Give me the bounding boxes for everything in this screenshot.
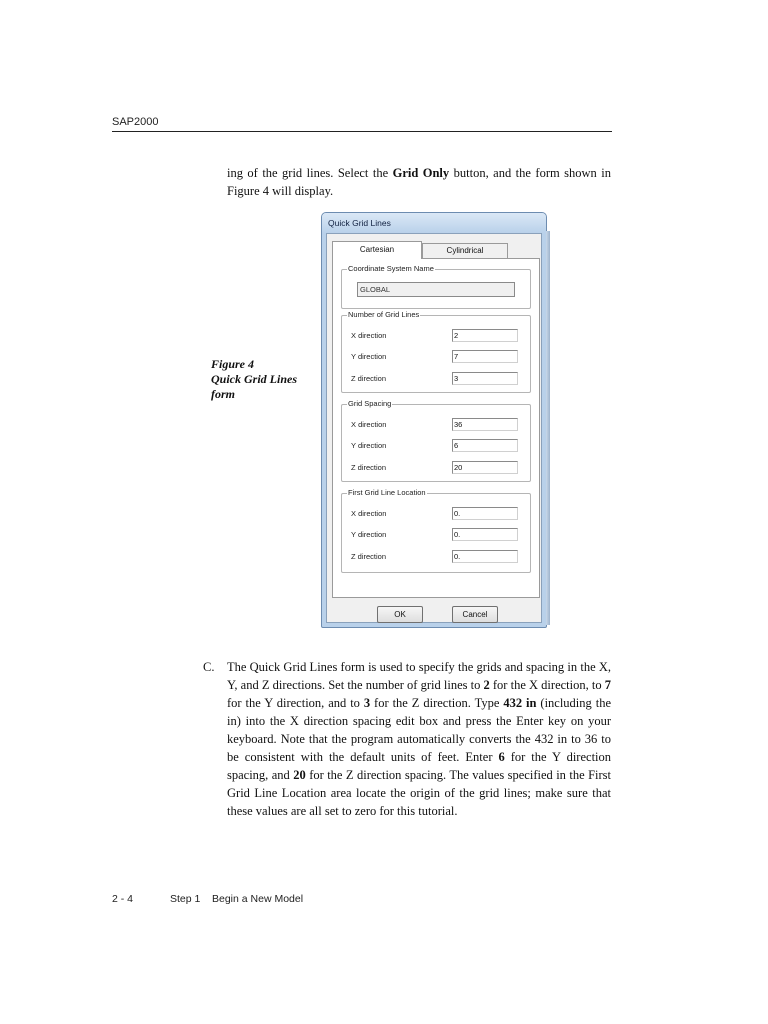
row-label: Z direction xyxy=(351,374,387,383)
step-bold: 6 xyxy=(498,750,505,764)
coord-system-input[interactable] xyxy=(357,282,515,297)
row-label: Y direction xyxy=(351,352,387,361)
row-label: Y direction xyxy=(351,530,387,539)
step-bold: 2 xyxy=(483,678,490,692)
row-label: Z direction xyxy=(351,463,387,472)
row-label: Z direction xyxy=(351,552,387,561)
group-legend: Number of Grid Lines xyxy=(348,310,420,319)
intro-text: ing of the grid lines. Select the xyxy=(227,166,393,180)
quick-grid-lines-dialog xyxy=(321,212,547,628)
caption-line: Quick Grid Lines xyxy=(211,372,298,386)
figure-caption xyxy=(211,357,311,402)
first-x-input[interactable] xyxy=(452,507,518,520)
footer-page-number: 2 - 4 xyxy=(112,893,134,905)
tab-cylindrical[interactable]: Cylindrical xyxy=(422,243,508,258)
group-legend: Coordinate System Name xyxy=(348,264,434,273)
tab-cartesian[interactable]: Cartesian xyxy=(332,241,422,259)
row-label: X direction xyxy=(351,420,387,429)
footer-title: Begin a New Model xyxy=(212,893,304,905)
grid-spacing-group xyxy=(341,399,531,482)
row-label: X direction xyxy=(351,331,387,340)
row-label: X direction xyxy=(351,509,387,518)
cancel-button[interactable]: Cancel xyxy=(452,606,498,623)
step-c-paragraph xyxy=(227,658,611,820)
spacing-y-input[interactable] xyxy=(452,439,518,452)
tab-panel xyxy=(332,258,540,598)
first-grid-line-group xyxy=(341,488,531,573)
step-bold: 3 xyxy=(363,696,371,710)
group-legend: Grid Spacing xyxy=(348,399,392,408)
first-y-input[interactable] xyxy=(452,528,518,541)
footer-step: Step 1 xyxy=(170,893,201,905)
row-label: Y direction xyxy=(351,441,387,450)
coord-system-group xyxy=(341,264,531,309)
num-grid-lines-group xyxy=(341,310,531,393)
step-bold: 7 xyxy=(604,678,611,692)
intro-text-end: button, and the form shown in Figure 4 will display. xyxy=(227,166,611,198)
step-text: for the Z direction spacing. The values specified in the First Grid Line Location area locate the origin of the grid lines; make sure that these values are all set to zero for this tutorial. xyxy=(227,768,611,818)
step-text: for the Z direction. Type xyxy=(370,696,504,710)
spacing-x-input[interactable] xyxy=(452,418,518,431)
spacing-z-input[interactable] xyxy=(452,461,518,474)
dialog-client xyxy=(326,233,542,623)
dialog-title: Quick Grid Lines xyxy=(322,213,546,233)
group-legend: First Grid Line Location xyxy=(348,488,426,497)
step-text: The Quick Grid Lines form is used to specify the grids and spacing in the X, Y, and Z directions. Set the number of grid lines to xyxy=(227,660,611,692)
ok-button[interactable]: OK xyxy=(377,606,423,623)
header-rule xyxy=(112,131,612,132)
step-text: (including the in) into the X direction spacing edit box and press the Enter key on your keyboard. Note that the program automatically converts the 432 in to 36 to be consistent with the default units of feet. Enter xyxy=(227,696,611,764)
num-x-input[interactable] xyxy=(452,329,518,342)
num-z-input[interactable] xyxy=(452,372,518,385)
step-text: for the Y direction, and to xyxy=(227,696,364,710)
dialog-border xyxy=(546,231,550,625)
step-text: for the X direction, to xyxy=(489,678,605,692)
step-bold: 20 xyxy=(293,768,306,782)
caption-line: form xyxy=(211,387,235,401)
step-letter: C. xyxy=(203,660,215,674)
first-z-input[interactable] xyxy=(452,550,518,563)
intro-paragraph xyxy=(227,164,611,200)
num-y-input[interactable] xyxy=(452,350,518,363)
intro-bold: Grid Only xyxy=(392,166,450,180)
caption-line: Figure 4 xyxy=(211,357,255,371)
step-bold: 432 in xyxy=(503,696,537,710)
header-label: SAP2000 xyxy=(112,116,159,128)
step-text: for the Y direction spacing, and xyxy=(227,750,612,782)
